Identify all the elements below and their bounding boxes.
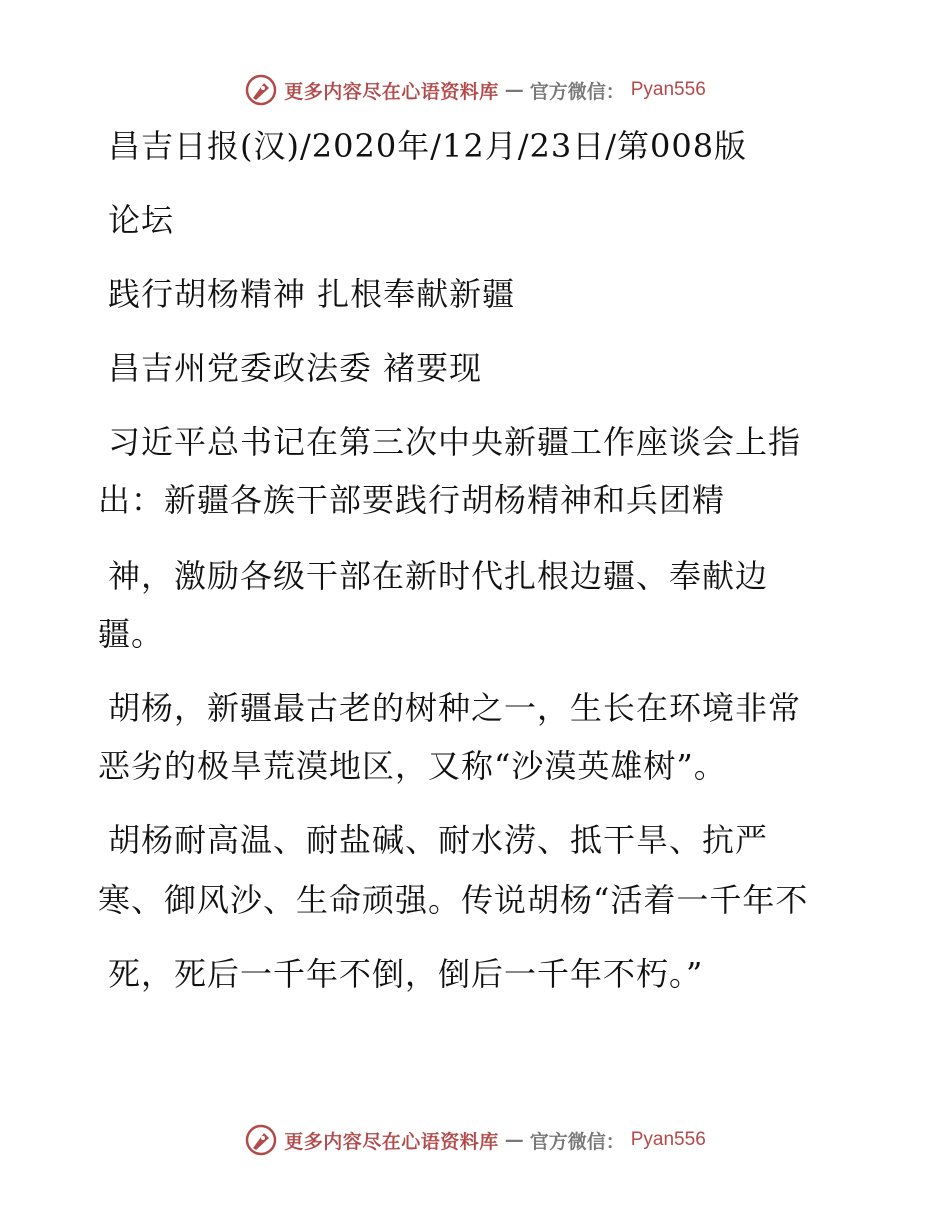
body-line: 胡杨，新疆最古老的树种之一，生长在环境非常 bbox=[108, 689, 802, 727]
body-line: 出：新疆各族干部要践行胡杨精神和兵团精 bbox=[98, 481, 726, 519]
article-section: 论坛 bbox=[108, 201, 175, 239]
body-line: 习近平总书记在第三次中央新疆工作座谈会上指 bbox=[108, 423, 802, 461]
watermark-banner-top bbox=[0, 70, 950, 110]
watermark-contact-id: Pyan556 bbox=[630, 1129, 706, 1150]
article-title: 践行胡杨精神 扎根奉献新疆 bbox=[108, 275, 516, 313]
body-line: 恶劣的极旱荒漠地区，又称“沙漠英雄树”。 bbox=[98, 747, 727, 785]
pen-nib-logo-icon bbox=[244, 1123, 278, 1157]
pen-nib-logo-icon bbox=[244, 73, 278, 107]
article-source: 昌吉日报(汉)/2020年/12月/23日/第008版 bbox=[108, 127, 748, 165]
body-line: 寒、御风沙、生命顽强。传说胡杨“活着一千年不 bbox=[98, 881, 809, 919]
watermark-site-text: 更多内容尽在心语资料库 bbox=[284, 1130, 499, 1153]
watermark-contact-id: Pyan556 bbox=[630, 79, 706, 100]
watermark-contact-label: 官方微信： bbox=[529, 1130, 625, 1153]
watermark-site-text: 更多内容尽在心语资料库 bbox=[284, 80, 499, 103]
watermark-separator: — bbox=[504, 79, 524, 101]
body-line: 死，死后一千年不倒，倒后一千年不朽。” bbox=[108, 955, 704, 993]
watermark-banner-bottom bbox=[0, 1120, 950, 1160]
watermark-contact-label: 官方微信： bbox=[529, 80, 625, 103]
article-author: 昌吉州党委政法委 褚要现 bbox=[108, 349, 483, 387]
body-line: 疆。 bbox=[98, 615, 165, 653]
watermark-separator: — bbox=[504, 1129, 524, 1151]
body-line: 胡杨耐高温、耐盐碱、耐水涝、抵干旱、抗严 bbox=[108, 821, 769, 859]
body-line: 神，激励各级干部在新时代扎根边疆、奉献边 bbox=[108, 557, 769, 595]
